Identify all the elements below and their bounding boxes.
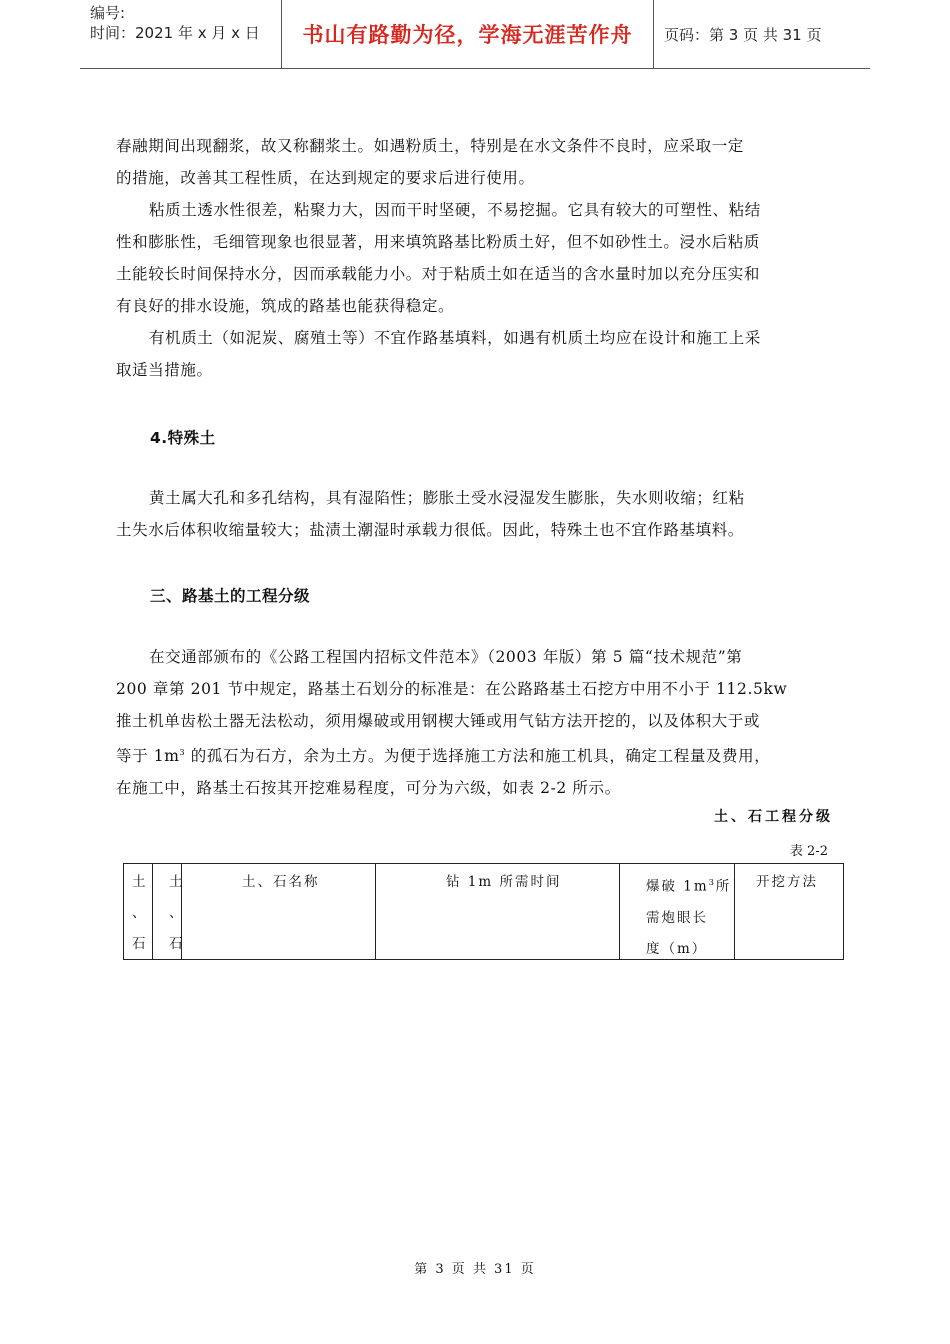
paragraph-silt-continued [116, 130, 836, 194]
table-header-method: 开挖方法 [756, 874, 818, 890]
text-line: 有良好的排水设施，筑成的路基也能获得稳定。 [116, 297, 455, 315]
cell-line: 、 [132, 905, 148, 921]
cell-line: 度（m） [646, 940, 708, 957]
table-title: 土、石工程分级 [714, 809, 833, 825]
text-line: 春融期间出现翻浆，故又称翻浆土。如遇粉质土，特别是在水文条件不良时，应采取一定 [116, 137, 744, 155]
text-fragment: 爆破 1m [646, 878, 709, 895]
paragraph-classification [116, 641, 836, 804]
table-header-blasting [646, 867, 731, 965]
cell-line: 需炮眼长 [646, 909, 708, 926]
heading-special-soil: 4.特殊土 [150, 429, 216, 447]
cell-line: 、 [169, 905, 185, 921]
text-line: 推土机单齿松土器无法松动，须用爆破或用钢楔大锤或用气钻方法开挖的，以及体积大于或 [116, 712, 761, 730]
cell-line [646, 867, 731, 903]
paragraph-organic [116, 322, 836, 386]
text-line [116, 737, 836, 772]
text-line: 土失水后体积收缩量较大；盐渍土潮湿时承载力很低。因此，特殊土也不宜作路基填料。 [116, 521, 744, 539]
text-line: 有机质土（如泥炭、腐殖土等）不宜作路基填料，如遇有机质土均应在设计和施工上采 [149, 329, 761, 347]
text-fragment: 的孤石为石方，余为土方。为便于选择施工方法和施工机具，确定工程量及费用， [185, 747, 771, 766]
text-line: 取适当措施。 [116, 361, 213, 379]
table-number: 表 2-2 [789, 844, 828, 859]
text-line: 性和膨胀性，毛细管现象也很显著，用来填筑路基比粉质土好，但不如砂性土。浸水后粘质 [116, 233, 761, 251]
header-page-info: 页码：第 3 页 共 31 页 [664, 25, 822, 44]
text-line: 在施工中，路基土石按其开挖难易程度，可分为六级，如表 2-2 所示。 [116, 779, 621, 798]
table-header-cell [169, 867, 185, 960]
text-line: 粘质土透水性很差，粘聚力大，因而干时坚硬，不易挖掘。它具有较大的可塑性、粘结 [149, 201, 761, 219]
column-divider [734, 864, 735, 959]
text-line: 在交通部颁布的《公路工程国内招标文件范本》（2003 年版）第 5 篇“技术规范”第 [149, 648, 743, 666]
text-line: 的措施，改善其工程性质，在达到规定的要求后进行使用。 [116, 169, 535, 187]
table-header-name: 土、石名称 [242, 874, 320, 890]
cell-line: 石 [132, 936, 148, 952]
paragraph-clay [116, 194, 836, 322]
table-header-drill-time: 钻 1m 所需时间 [446, 874, 562, 890]
header-time-label: 时间：2021 年 x 月 x 日 [90, 24, 260, 42]
cell-line: 土 [169, 874, 185, 890]
superscript: 3 [179, 748, 186, 757]
text-fragment: 所 [715, 878, 732, 895]
superscript: 3 [708, 878, 716, 887]
heading-section-3: 三、路基土的工程分级 [150, 587, 311, 605]
table-header-cell [132, 867, 148, 960]
text-line: 200 章第 201 节中规定，路基土石划分的标准是：在公路路基土石挖方中用不小于 112.5kw [116, 680, 788, 698]
cell-line: 石 [169, 936, 185, 952]
header-meta [80, 0, 282, 68]
paragraph-special-soil [116, 482, 836, 546]
column-divider [375, 864, 376, 959]
cell-line: 土 [132, 874, 148, 890]
page-footer: 第 3 页 共 31 页 [414, 1262, 536, 1277]
column-divider [152, 864, 153, 959]
text-line: 土能较长时间保持水分，因而承载能力小。对于粘质土如在适当的含水量时加以充分压实和 [116, 265, 761, 283]
column-divider [619, 864, 620, 959]
page-header [80, 0, 870, 69]
classification-table [123, 863, 844, 960]
header-number-label: 编号: [90, 4, 126, 22]
header-motto: 书山有路勤为径，学海无涯苦作舟 [282, 0, 654, 68]
text-line: 黄土属大孔和多孔结构，具有湿陷性；膨胀土受水浸湿发生膨胀，失水则收缩；红粘 [149, 489, 745, 507]
text-fragment: 等于 1m [116, 747, 180, 766]
